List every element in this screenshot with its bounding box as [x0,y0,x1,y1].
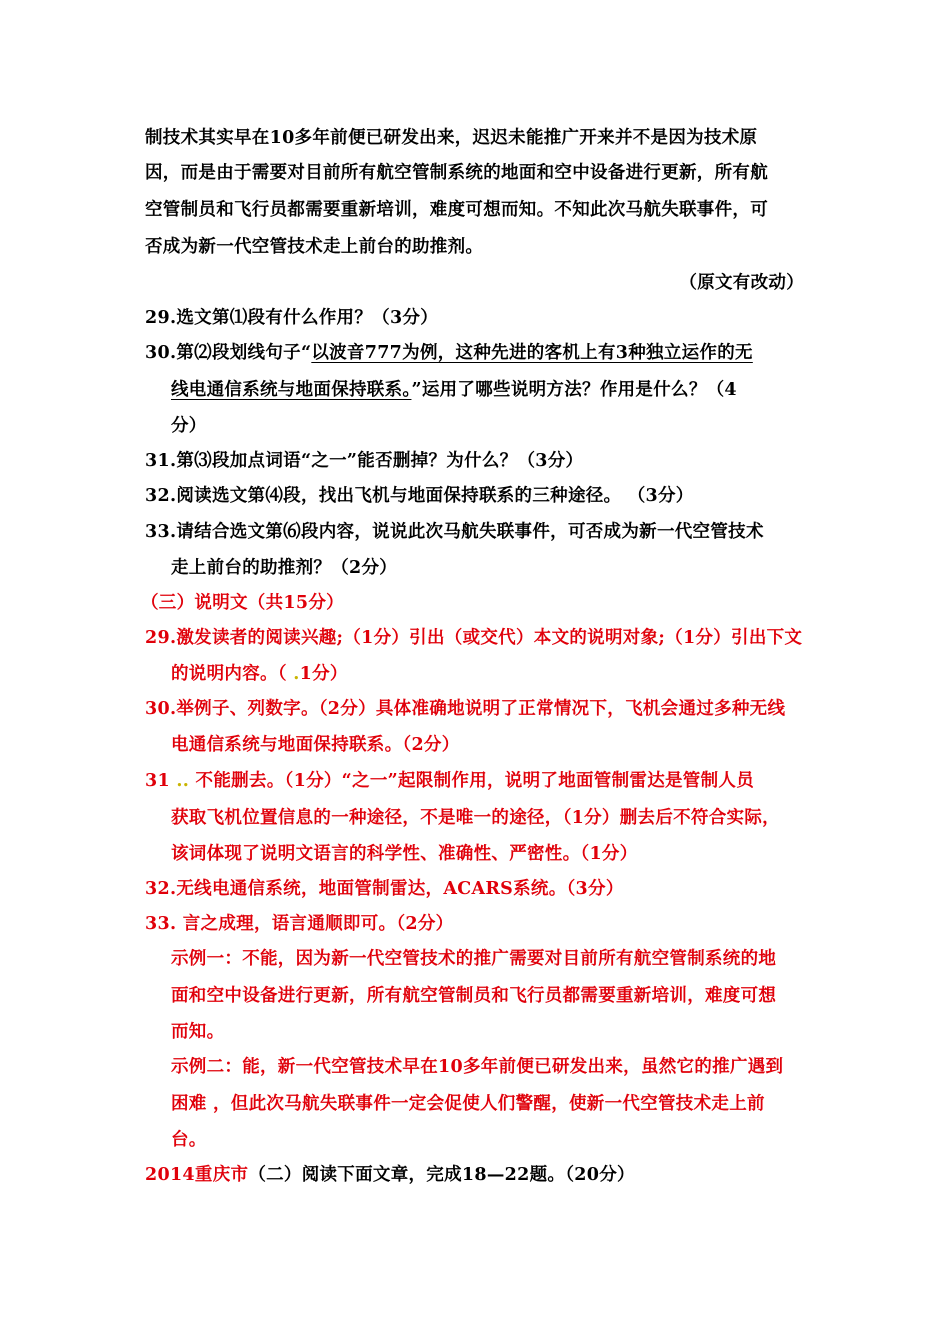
answer-31-line-3: 该词体现了说明文语言的科学性、准确性、严密性。（1分） [171,844,638,864]
example-2-line-1: 示例二：能，新一代空管技术早在10多年前便已研发出来，虽然它的推广遇到 [171,1057,784,1077]
answer-31-number: 31 [145,771,177,791]
example-2-line-2: 困难 ，但此次马航失联事件一定会促使人们警醒，使新一代空管技术走上前 [171,1094,765,1114]
question-32: 32.阅读选文第⑷段，找出飞机与地面保持联系的三种途径。 （3分） [145,486,694,506]
question-30-underlined-sentence-part-1: 以波音777为例，这种先进的客机上有3种独立运作的无 [311,343,753,363]
next-section-instruction: （二）阅读下面文章，完成18—22题。（20分） [248,1165,635,1185]
example-1-line-1: 示例一：不能，因为新一代空管技术的推广需要对目前所有航空管制系统的地 [171,949,777,969]
example-1-line-2: 面和空中设备进行更新，所有航空管制员和飞行员都需要重新培训，难度可想 [171,986,777,1006]
example-2-line-3: 台。 [171,1130,207,1150]
question-30-suffix: ”运用了哪些说明方法？作用是什么？（4 [411,380,737,400]
answer-33: 33. 言之成理，语言通顺即可。（2分） [145,914,454,934]
answer-30-line-1: 30.举例子、列数字。（2分）具体准确地说明了正常情况下，飞机会通过多种无线 [145,699,786,719]
answer-30-line-2: 电通信系统与地面保持联系。（2分） [171,735,460,755]
passage-line-3: 空管制员和飞行员都需要重新培训，难度可想而知。不知此次马航失联事件，可 [145,200,768,220]
passage-line-1: 制技术其实早在10多年前便已研发出来，迟迟未能推广开来并不是因为技术原 [145,128,758,148]
question-30-underlined-sentence-part-2: 线电通信系统与地面保持联系。 [171,380,412,400]
question-30-prefix: 30.第⑵段划线句子“ [145,343,312,363]
question-31: 31.第⑶段加点词语“之一”能否删掉？为什么？（3分） [145,451,584,471]
answer-29-line-1: 29.激发读者的阅读兴趣;（1分）引出（或交代）本文的说明对象;（1分）引出下文 [145,628,803,648]
question-33-line-1: 33.请结合选文第⑹段内容，说说此次马航失联事件，可否成为新一代空管技术 [145,522,764,542]
source-note: （原文有改动） [679,273,804,293]
passage-line-4: 否成为新一代空管技术走上前台的助推剂。 [145,237,484,257]
answer-32: 32.无线电通信系统，地面管制雷达，ACARS系统。（3分） [145,879,624,899]
next-section-source: 2014重庆市 [145,1165,249,1185]
stray-mark: .. [176,771,190,791]
answer-29-score: 1分） [299,664,348,684]
answer-section-title: （三）说明文（共15分） [141,593,344,613]
question-29: 29.选文第⑴段有什么作用？（3分） [145,308,439,328]
passage-line-2: 因，而是由于需要对目前所有航空管制系统的地面和空中设备进行更新，所有航 [145,163,768,183]
stray-mark: . [293,664,300,684]
answer-29-text: 的说明内容。（ [171,664,294,684]
answer-31-line-2: 获取飞机位置信息的一种途径，不是唯一的途径，（1分）删去后不符合实际， [171,808,780,828]
answer-31-text: 不能删去。（1分）“之一”起限制作用，说明了地面管制雷达是管制人员 [189,771,755,791]
answer-31-line-1 [145,769,754,793]
question-30-line-2 [171,378,737,402]
next-section-heading [145,1163,635,1187]
question-30-line-3: 分） [171,416,207,436]
question-33-line-2: 走上前台的助推剂？（2分） [171,558,398,578]
question-30-line-1 [145,341,753,365]
example-1-line-3: 而知。 [171,1022,225,1042]
answer-29-line-2 [171,662,348,686]
